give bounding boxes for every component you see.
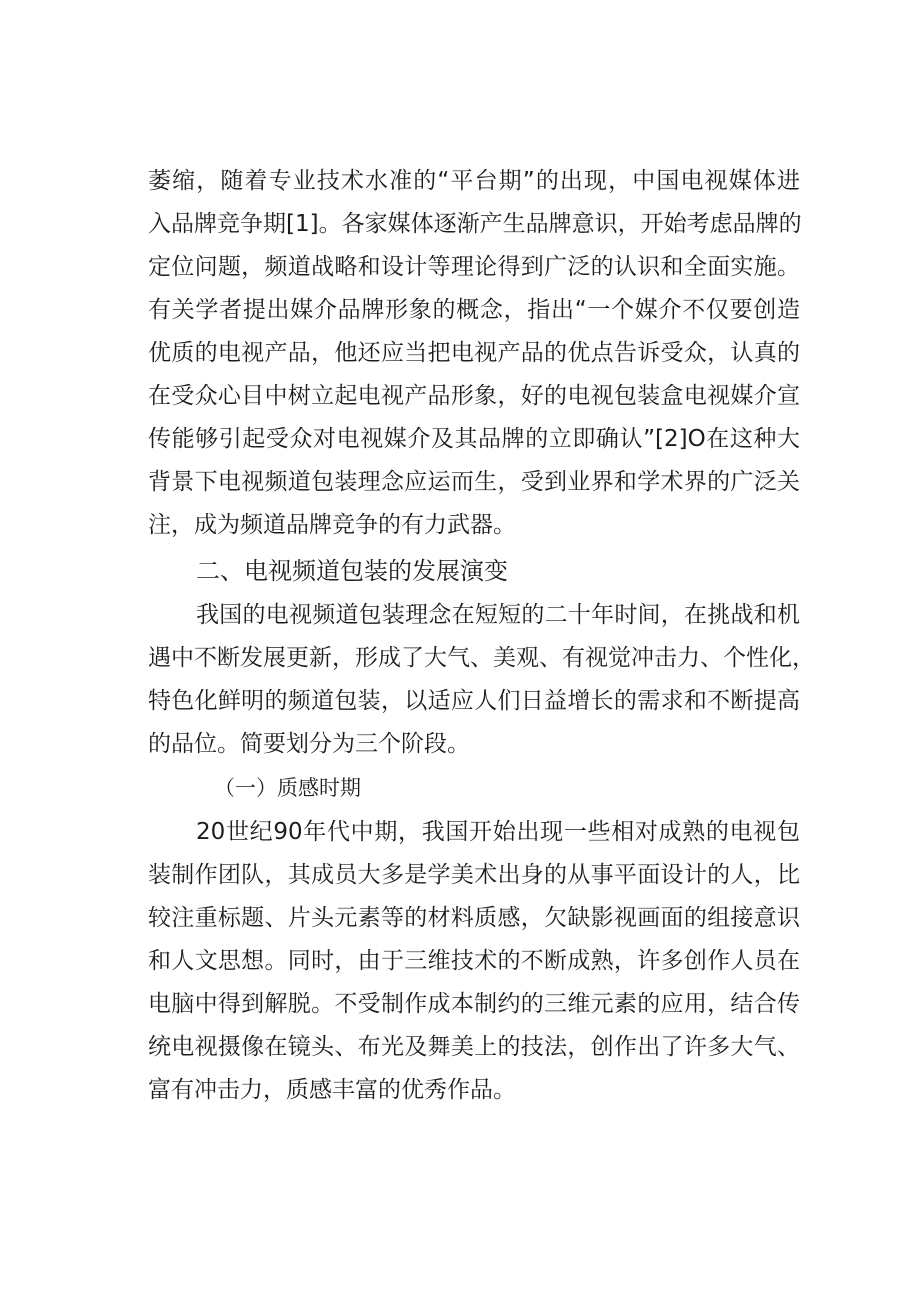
para1-line: 有关学者提出媒介品牌形象的概念，指出“一个媒介不仅要创造 [148,297,800,323]
para1-line: 传能够引起受众对电视媒介及其品牌的立即确认”[2]O在这种大 [148,426,800,452]
para3-line: 装制作团队，其成员大多是学美术出身的从事平面设计的人，比 [148,862,800,888]
para1-line: 优质的电视产品，他还应当把电视产品的优点告诉受众，认真的 [148,340,800,366]
para3-line: 统电视摄像在镜头、布光及舞美上的技法，创作出了许多大气、 [148,1034,800,1060]
para1-line: 入品牌竞争期[1]。各家媒体逐渐产生品牌意识，开始考虑品牌的 [148,211,802,237]
para1-line: 背景下电视频道包装理念应运而生，受到业界和学术界的广泛关 [148,469,800,495]
para1-line: 注，成为频道品牌竞争的有力武器。 [148,512,516,538]
para3-line: 20世纪90年代中期，我国开始出现一些相对成熟的电视包 [196,819,800,845]
para3-line: 富有冲击力，质感丰富的优秀作品。 [148,1077,516,1103]
para1-line: 在受众心目中树立起电视产品形象，好的电视包装盒电视媒介宣 [148,383,800,409]
para2-line: 特色化鲜明的频道包装，以适应人们日益增长的需求和不断提高 [148,688,800,714]
para3-line: 和人文思想。同时，由于三维技术的不断成熟，许多创作人员在 [148,948,800,974]
subsection-heading: （一）质感时期 [214,776,361,800]
section-heading: 二、电视频道包装的发展演变 [196,557,508,585]
para3-line: 电脑中得到解脱。不受制作成本制约的三维元素的应用，结合传 [148,991,800,1017]
para3-line: 较注重标题、片头元素等的材料质感，欠缺影视画面的组接意识 [148,905,800,931]
para2-line: 我国的电视频道包装理念在短短的二十年时间，在挑战和机 [196,602,800,628]
para2-line: 遇中不断发展更新，形成了大气、美观、有视觉冲击力、个性化， [148,645,815,671]
para1-line: 萎缩，随着专业技术水准的“平台期”的出现，中国电视媒体进 [148,168,800,194]
para1-line: 定位问题，频道战略和设计等理论得到广泛的认识和全面实施。 [148,254,800,280]
para2-line: 的品位。简要划分为三个阶段。 [148,731,470,757]
